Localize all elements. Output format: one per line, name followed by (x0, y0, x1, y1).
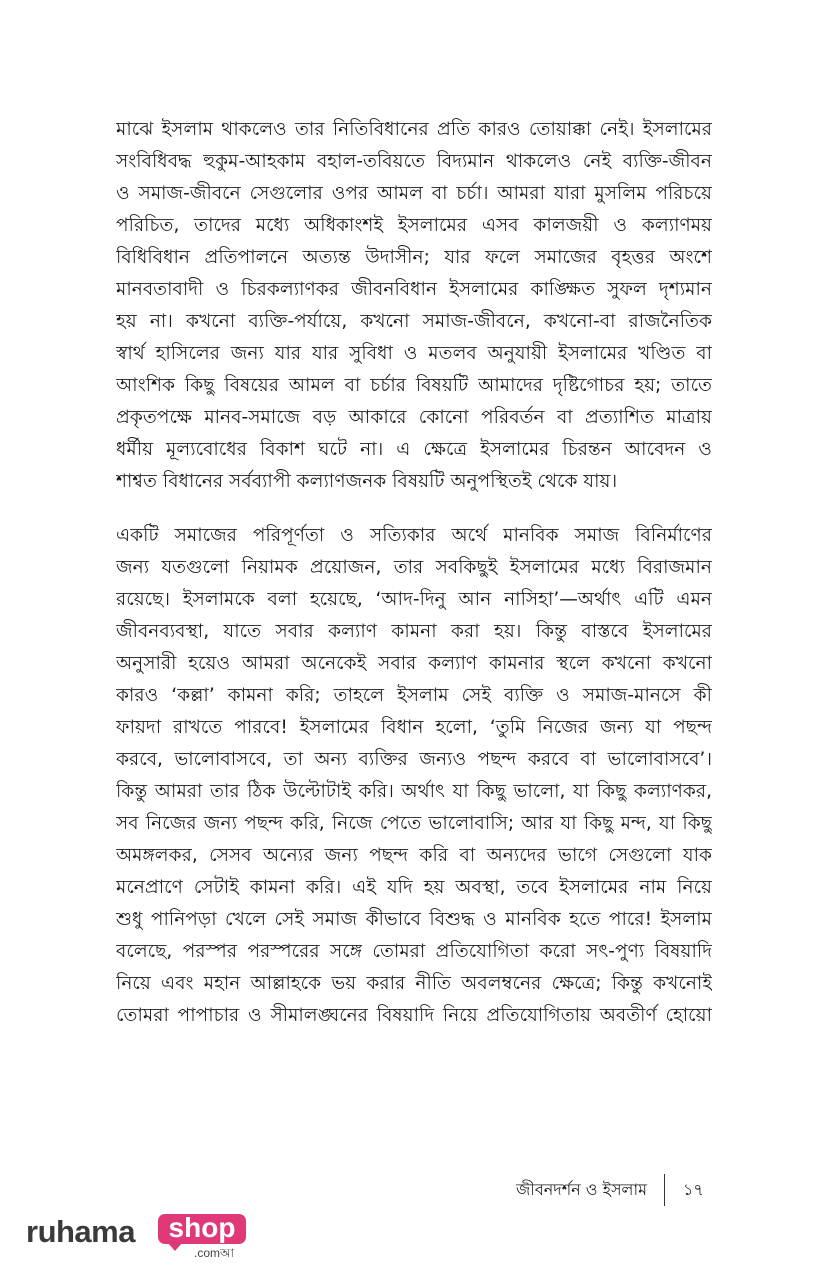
text-line: আংশিক কিছু বিষয়ের আমল বা চর্চার বিষয়টি আমাদের দৃষ্টিগোচর হয়; তাতে (116, 375, 712, 396)
logo-shop-badge (158, 1214, 246, 1244)
text-line: সংবিধিবদ্ধ হুকুম-আহকাম বহাল-তবিয়তে বিদ্যমান থাকলেও নেই ব্যক্তি-জীবন (116, 151, 712, 172)
text-line: মাঝে ইসলাম থাকলেও তার নিতিবিধানের প্রতি কারও তোয়াক্কা নেই। ইসলামের (116, 119, 712, 140)
page-number: ১৭ (683, 1180, 704, 1199)
text-line: রয়েছে। ইসলামকে বলা হয়েছে, ‘আদ-দিনু আন নাসিহা’—অর্থাৎ এটি এমন (116, 589, 712, 610)
text-line: শাশ্বত বিধানের সর্বব্যাপী কল্যাণজনক বিষয়টি অনুপস্থিতই থেকে যায়। (116, 471, 618, 492)
text-line: মানবতাবাদী ও চিরকল্যাণকর জীবনবিধান ইসলামের কাঙ্ক্ষিত সুফল দৃশ্যমান (116, 279, 712, 300)
text-line: প্রকৃতপক্ষে মানব-সমাজে বড় আকারে কোনো পরিবর্তন বা প্রত্যাশিত মাত্রায় (116, 407, 712, 428)
text-line: ফায়দা রাখতে পারবে! ইসলামের বিধান হলো, ‘তুমি নিজের জন্য যা পছন্দ (116, 717, 712, 738)
body-text (116, 114, 712, 1032)
text-line: বলেছে, পরস্পর পরস্পরের সঙ্গে তোমরা প্রতিযোগিতা করো সৎ-পুণ্য বিষয়াদি (116, 941, 712, 962)
running-title: জীবনদর্শন ও ইসলাম (515, 1180, 647, 1199)
logo-wordmark-ruhama: ruhama (26, 1214, 135, 1249)
text-line: তোমরা পাপাচার ও সীমালঙ্ঘনের বিষয়াদি নিয়ে প্রতিযোগিতায় অবতীর্ণ হোয়ো (116, 1005, 712, 1026)
paragraph-1 (116, 114, 712, 498)
text-line: নিয়ে এবং মহান আল্লাহকে ভয় করার নীতি অবলম্বনের ক্ষেত্রে; কিন্তু কখনোই (116, 973, 712, 994)
text-line: ও সমাজ-জীবনে সেগুলোর ওপর আমল বা চর্চা। আমরা যারা মুসলিম পরিচয়ে (116, 183, 712, 204)
text-line: শুধু পানিপড়া খেলে সেই সমাজ কীভাবে বিশুদ্ধ ও মানবিক হতে পারে! ইসলাম (116, 909, 712, 930)
text-line: হয় না। কখনো ব্যক্তি-পর্যায়ে, কখনো সমাজ-জীবনে, কখনো-বা রাজনৈতিক (116, 311, 712, 332)
text-line: অমঙ্গলকর, সেসব অন্যের জন্য পছন্দ করি বা অন্যদের ভাগে সেগুলো যাক (116, 845, 712, 866)
footer-divider (664, 1174, 665, 1206)
logo-wordmark-shop: shop (168, 1212, 236, 1243)
page-footer (0, 1176, 825, 1206)
text-line: জীবনব্যবস্থা, যাতে সবার কল্যাণ কামনা করা হয়। কিন্তু বাস্তবে ইসলামের (116, 621, 712, 642)
text-line: স্বার্থ হাসিলের জন্য যার যার সুবিধা ও মতলব অনুযায়ী ইসলামের খণ্ডিত বা (116, 343, 712, 364)
text-line: কারও ‘কল্লা’ কামনা করি; তাহলে ইসলাম সেই ব্যক্তি ও সমাজ-মানসে কী (116, 685, 712, 706)
text-line: অনুসারী হয়েও আমরা অনেকেই সবার কল্যাণ কামনার স্থলে কখনো কখনো (116, 653, 712, 674)
text-line: কিন্তু আমরা তার ঠিক উল্টোটাই করি। অর্থাৎ যা কিছু ভালো, যা কিছু কল্যাণকর, (116, 781, 712, 802)
paragraph-2 (116, 520, 712, 1032)
text-line: সব নিজের জন্য পছন্দ করি, নিজে পেতে ভালোবাসি; আর যা কিছু মন্দ, যা কিছু (116, 813, 712, 834)
text-line: করবে, ভালোবাসবে, তা অন্য ব্যক্তির জন্যও পছন্দ করবে বা ভালোবাসবে’। (116, 749, 712, 770)
logo-domain: .comআ (194, 1246, 235, 1260)
text-line: একটি সমাজের পরিপূর্ণতা ও সত্যিকার অর্থে মানবিক সমাজ বিনির্মাণের (116, 525, 712, 546)
text-line: ধর্মীয় মূল্যবোধের বিকাশ ঘটে না। এ ক্ষেত্রে ইসলামের চিরন্তন আবেদন ও (116, 439, 712, 460)
text-line: জন্য যতগুলো নিয়ামক প্রয়োজন, তার সবকিছুই ইসলামের মধ্যে বিরাজমান (116, 557, 712, 578)
text-line: মনেপ্রাণে সেটাই কামনা করি। এই যদি হয় অবস্থা, তবে ইসলামের নাম নিয়ে (116, 877, 712, 898)
text-line: পরিচিত, তাদের মধ্যে অধিকাংশই ইসলামের এসব কালজয়ী ও কল্যাণময় (116, 215, 712, 236)
text-line: বিধিবিধান প্রতিপালনে অত্যন্ত উদাসীন; যার ফলে সমাজের বৃহত্তর অংশে (116, 247, 712, 268)
